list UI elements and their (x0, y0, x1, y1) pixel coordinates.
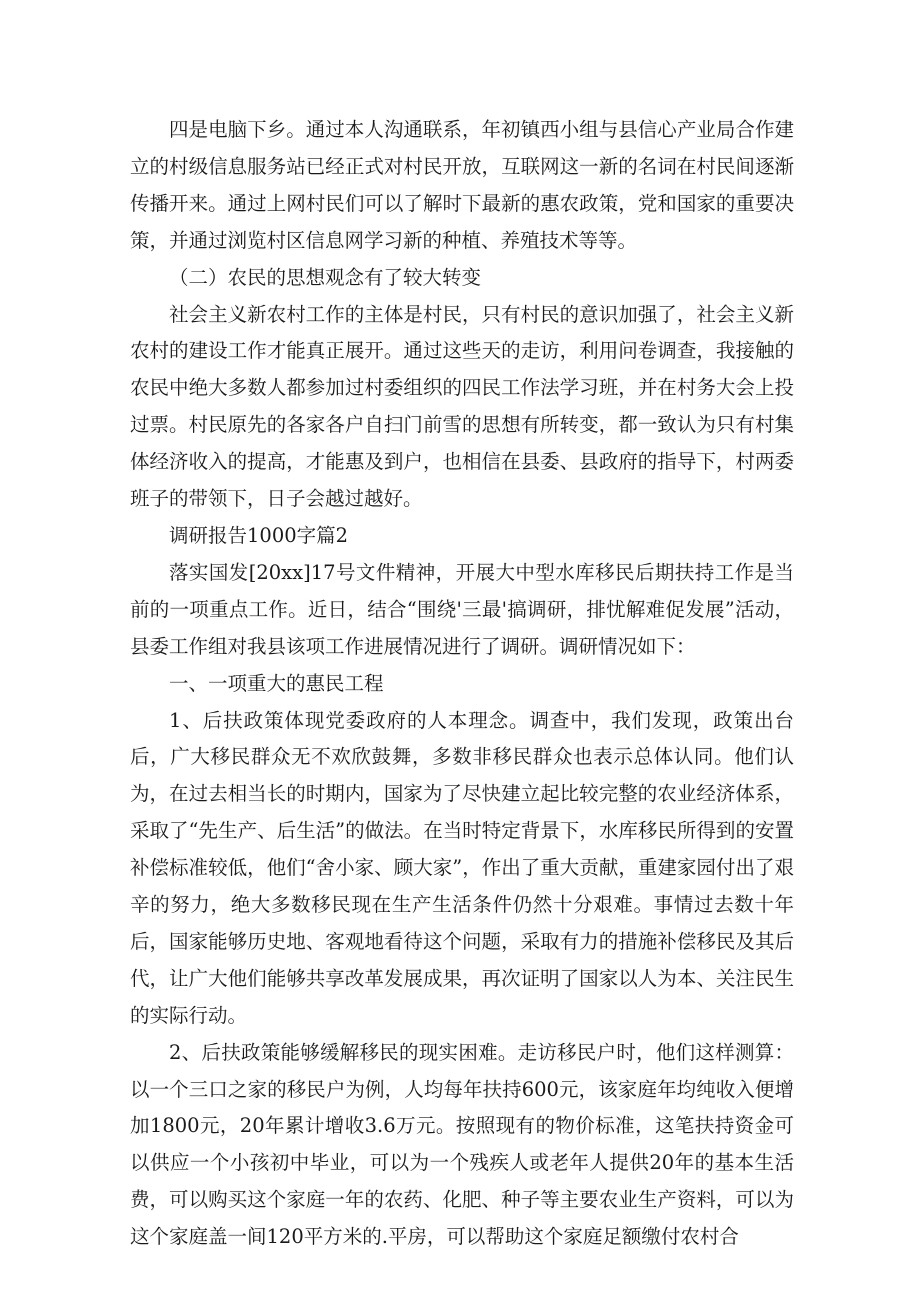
paragraph-new-countryside: 社会主义新农村工作的主体是村民，只有村民的意识加强了，社会主义新农村的建设工作才能真正展开。通过这些天的走访，利用问卷调查，我接触的农民中绝大多数人都参加过村委组织的四民工作法学习班，并在村务大会上投过票。村民原先的各家各户自扫门前雪的思想有所转变，都一致认为只有村集体经济收入的提高，才能惠及到户，也相信在县委、县政府的指导下，村两委班子的带领下，日子会越过越好。 (130, 302, 794, 511)
section-heading-farmer-mindset: （二）农民的思想观念有了较大转变 (169, 265, 482, 289)
paragraph-computers-to-countryside: 四是电脑下乡。通过本人沟通联系，年初镇西小组与县信心产业局合作建立的村级信息服务站已经正式对村民开放，互联网这一新的名词在村民间逐渐传播开来。通过上网村民们可以了解时下最新的惠农政策，党和国家的重要决策，并通过浏览村区信息网学习新的种植、养殖技术等等。 (130, 118, 794, 252)
section-heading-benefit-project: 一、一项重大的惠民工程 (169, 671, 384, 695)
paragraph-reservoir-migrants-intro: 落实国发[20xx]17号文件精神，开展大中型水库移民后期扶持工作是当前的一项重点工作。近日，结合“围绕'三最'搞调研，排忧解难促发展”活动，县委工作组对我县该项工作进展情况进行了调研。调研情况如下： (130, 560, 794, 658)
paragraph-policy-humanistic: 1、后扶政策体现党委政府的人本理念。调查中，我们发现，政策出台后，广大移民群众无不欢欣鼓舞，多数非移民群众也表示总体认同。他们认为，在过去相当长的时期内，国家为了尽快建立起比较完整的农业经济体系，采取了“先生产、后生活”的做法。在当时特定背景下，水库移民所得到的安置补偿标准较低，他们“舍小家、顾大家”，作出了重大贡献，重建家园付出了艰辛的努力，绝大多数移民现在生产生活条件仍然十分艰难。事情过去数十年后，国家能够历史地、客观地看待这个问题，采取有力的措施补偿移民及其后代，让广大他们能够共享改革发展成果，再次证明了国家以人为本、关注民生的实际行动。 (130, 708, 794, 1027)
report-title-part-2: 调研报告1000字篇2 (169, 523, 349, 547)
paragraph-policy-relief: 2、后扶政策能够缓解移民的现实困难。走访移民户时，他们这样测算：以一个三口之家的移民户为例，人均每年扶持600元，该家庭年均纯收入便增加1800元，20年累计增收3.6万元。按照现有的物价标准，这笔扶持资金可以供应一个小孩初中毕业，可以为一个残疾人或老年人提供20年的基本生活费，可以购买这个家庭一年的农药、化肥、种子等主要农业生产资料，可以为这个家庭盖一间120平方米的.平房，可以帮助这个家庭足额缴付农村合 (130, 1040, 794, 1249)
document-page (130, 112, 794, 1256)
